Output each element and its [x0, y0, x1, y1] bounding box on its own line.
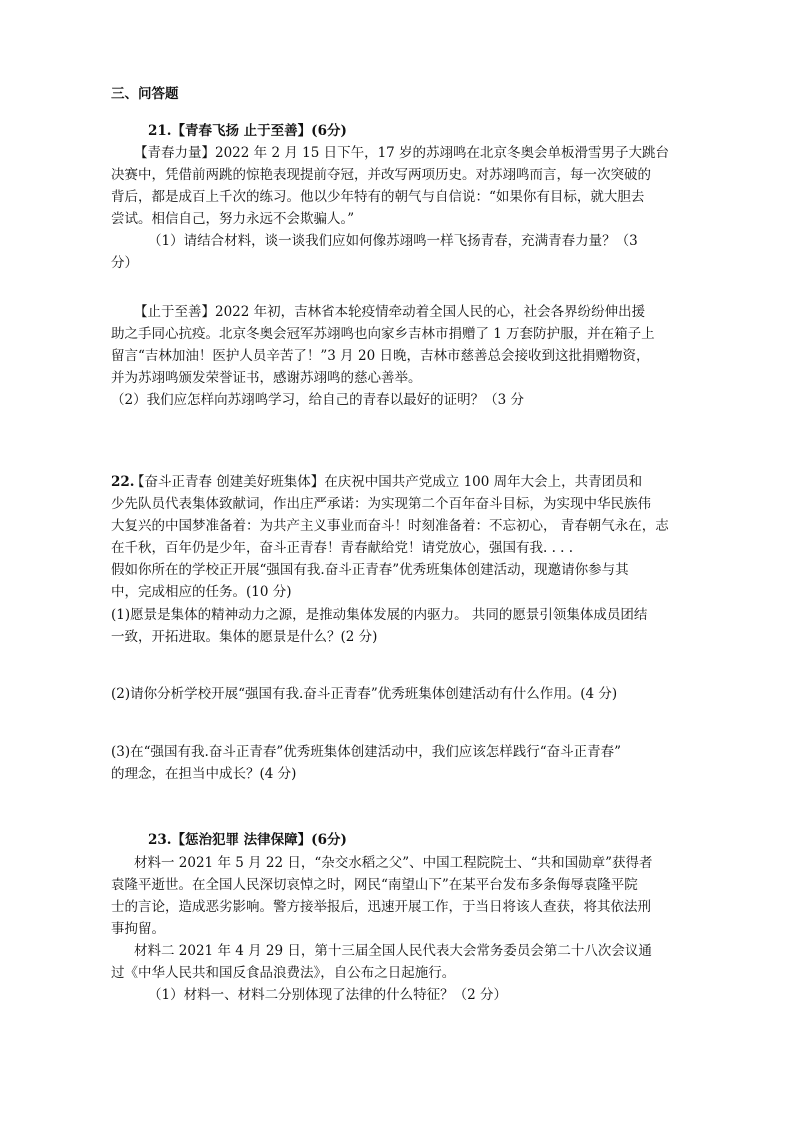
q23-material1-line: 材料一 2021 年 5 月 22 日，“杂交水稻之父”、中国工程院院士、“共和国勋章”获得者 — [134, 855, 653, 871]
q21-subquestion-2: （2）我们应怎样向苏翊鸣学习，给自己的青春以最好的证明？（3 分 — [111, 392, 524, 408]
q21-material-line: 尝试。相信自己，努力永远不会欺骗人。” — [111, 211, 355, 227]
q21-material2-line: 并为苏翊鸣颁发荣誉证书，感谢苏翊鸣的慈心善举。 — [111, 370, 422, 386]
q22-subquestion-1: (1)愿景是集体的精神动力之源，是推动集体发展的内驱力。 共同的愿景引领集体成员团结 — [111, 607, 648, 623]
section-heading: 三、问答题 — [111, 86, 179, 102]
q22-material-line: 少先队员代表集体致献词，作出庄严承诺：为实现第二个百年奋斗目标，为实现中华民族伟 — [111, 496, 651, 512]
q23-material1-line: 事拘留。 — [111, 921, 165, 937]
q21-subquestion-1-cont: 分） — [111, 255, 138, 271]
q22-subquestion-3-cont: 的理念，在担当中成长？(4 分) — [111, 766, 297, 782]
q22-material-line: 假如你所在的学校正开展“强国有我.奋斗正青春”优秀班集体创建活动，现邀请你参与其 — [111, 562, 629, 578]
q23-material2-line: 过《中华人民共和国反食品浪费法》，自公布之日起施行。 — [111, 965, 456, 981]
question-22-title-line: 【奋斗正青春 创建美好班集体】在庆祝中国共产党成立 100 周年大会上，共青团员和 — [131, 474, 643, 490]
q21-subquestion-1: （1）请结合材料，谈一谈我们应如何像苏翊鸣一样飞扬青春，充满青春力量？（3 — [148, 233, 638, 249]
q22-material-line: 在千秋，百年仍是少年，奋斗正青春！青春献给党！请党放心，强国有我. . . . — [111, 540, 574, 556]
q22-subquestion-1-cont: 一致，开拓进取。集体的愿景是什么？(2 分) — [111, 629, 378, 645]
q21-material2-line: 留言“吉林加油！医护人员辛苦了！”3 月 20 日晚，吉林市慈善总会接收到这批捐赠物资， — [111, 348, 650, 364]
q22-subquestion-2: (2)请你分析学校开展“强国有我.奋斗正青春”优秀班集体创建活动有什么作用。(4 分) — [111, 686, 618, 702]
q23-material1-line: 袁隆平逝世。在全国人民深切哀悼之时，网民“南望山下”在某平台发布多条侮辱袁隆平院 — [111, 877, 638, 893]
q23-subquestion-1: （1）材料一、材料二分别体现了法律的什么特征？（2 分） — [148, 987, 507, 1003]
q21-material2-line: 助之手同心抗疫。北京冬奥会冠军苏翊鸣也向家乡吉林市捐赠了 1 万套防护服，并在箱子上 — [111, 326, 655, 342]
q21-material-line: 背后，都是成百上千次的练习。他以少年特有的朝气与自信说：“如果你有目标，就大胆去 — [111, 189, 645, 205]
q23-material1-line: 士的言论，造成恶劣影响。警方接举报后，迅速开展工作，于当日将该人查获，将其依法刑 — [111, 899, 651, 915]
q22-material-line: 中，完成相应的任务。(10 分) — [111, 584, 292, 600]
q21-material-line: 决赛中，凭借前两跳的惊艳表现提前夺冠，并改写两项历史。对苏翊鸣而言，每一次突破的 — [111, 167, 651, 183]
q21-material-line: 【青春力量】2022 年 2 月 15 日下午，17 岁的苏翊鸣在北京冬奥会单板滑雪男子大跳台 — [134, 145, 670, 161]
question-22-number: 22. — [111, 474, 135, 490]
q23-material2-line: 材料二 2021 年 4 月 29 日，第十三届全国人民代表大会常务委员会第二十八次会议通 — [134, 943, 652, 959]
question-23-title: 23.【惩治犯罪 法律保障】(6分) — [148, 832, 347, 848]
q22-subquestion-3: (3)在“强国有我.奋斗正青春”优秀班集体创建活动中，我们应该怎样践行“奋斗正青春” — [111, 744, 622, 760]
q22-material-line: 大复兴的中国梦准备着：为共产主义事业而奋斗！时刻准备着：不忘初心， 青春朝气永在，志 — [111, 518, 669, 534]
question-21-title: 21.【青春飞扬 止于至善】(6分) — [148, 123, 347, 139]
q21-material2-line: 【止于至善】2022 年初，吉林省本轮疫情牵动着全国人民的心，社会各界纷纷伸出援 — [134, 304, 646, 320]
